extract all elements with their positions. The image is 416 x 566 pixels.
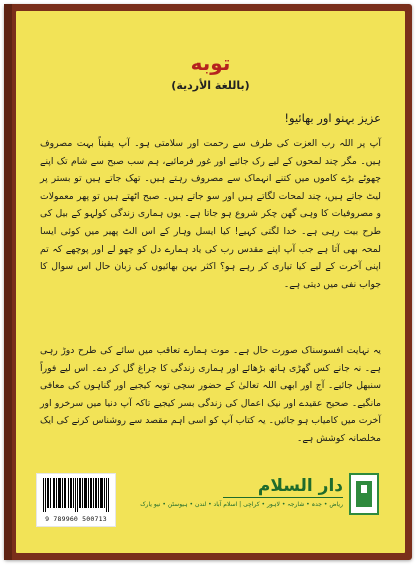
book-back-cover [4, 4, 412, 560]
publisher-logo [140, 473, 379, 521]
binding-edge [4, 4, 12, 560]
body-paragraph-1: آپ پر اللہ رب العزت کی طرف سے رحمت اور سلامتی ہو۔ آپ یقیناً بہت مصروف ہیں۔ مگر چند لمحوں کے لیے رک جائیے اور غور فرمائیے، ہم سب صبح سے شام تک اپنے چھوٹے بڑے کاموں میں کتنے انہماک سے مصروف رہتے ہیں۔ تھک جاتے ہیں تو بستر پر لیٹ جاتے ہیں، چند لمحات لگاتے ہیں اور سو جاتے ہیں۔ صبح اٹھتے ہیں تو پھر معمولات و مصروفیات کا وہی گھن چکر شروع ہو جاتا ہے۔ یوں ہماری زندگی کولہو کے بیل کی طرح بیت رہی ہے۔ خدا لگتی کہیے! کیا ایسل وہار کے اس الٹ پھیر میں کوئی ایسا لمحہ بھی آتا ہے جب آپ اپنے مقدس رب کی یاد ہمارے دل کو چھو لے اور پوچھے کہ تم اپنی آخرت کے لیے کیا تیاری کر رہے ہو؟ اکثر بہن بھائیوں کی زبان حال اس سوال کا جواب نفی میں دیتی ہے۔ [40, 138, 381, 290]
book-subtitle: (باللغة الأردية) [171, 79, 250, 92]
isbn-number: 9 789960 500713 [45, 515, 107, 523]
isbn-barcode [36, 473, 116, 527]
barcode-bars-icon [43, 478, 109, 512]
publisher-divider [223, 497, 343, 498]
publisher-cities: ریاض • جدہ • شارجہ • لاہور • کراچی | اسلام آباد • لندن • ہیوسٹن • نیو یارک [140, 501, 343, 508]
body-paragraph-2: یہ نہایت افسوسناک صورت حال ہے۔ موت ہمارے تعاقب میں سائے کی طرح دوڑ رہی ہے۔ نہ جانے کس گھڑی ہاتھ بڑھائے اور ہماری زندگی کا چراغ گل کر دے۔ اس لیے فوراً سنبھل جائیے۔ آج اور ابھی اللہ تعالیٰ کے حضور سچی توبہ کیجیے اور گناہوں کی معافی مانگیے۔ صحیح عقیدے اور نیک اعمال کی زندگی بسر کیجیے تاکہ آپ دنیا میں سرخرو اور آخرت میں کامیاب ہو جائیں۔ یہ کتاب آپ کو اسی اہم مقصد سے روشناس کرنے کی ایک مخلصانہ کوشش ہے۔ [40, 345, 381, 444]
cover-panel [16, 11, 405, 553]
publisher-name: دار السلام [257, 476, 343, 496]
publisher-emblem-icon [349, 473, 379, 515]
greeting-line: عزیز بہنو اور بھائیو! [284, 111, 381, 125]
book-title: توبه [190, 51, 231, 75]
